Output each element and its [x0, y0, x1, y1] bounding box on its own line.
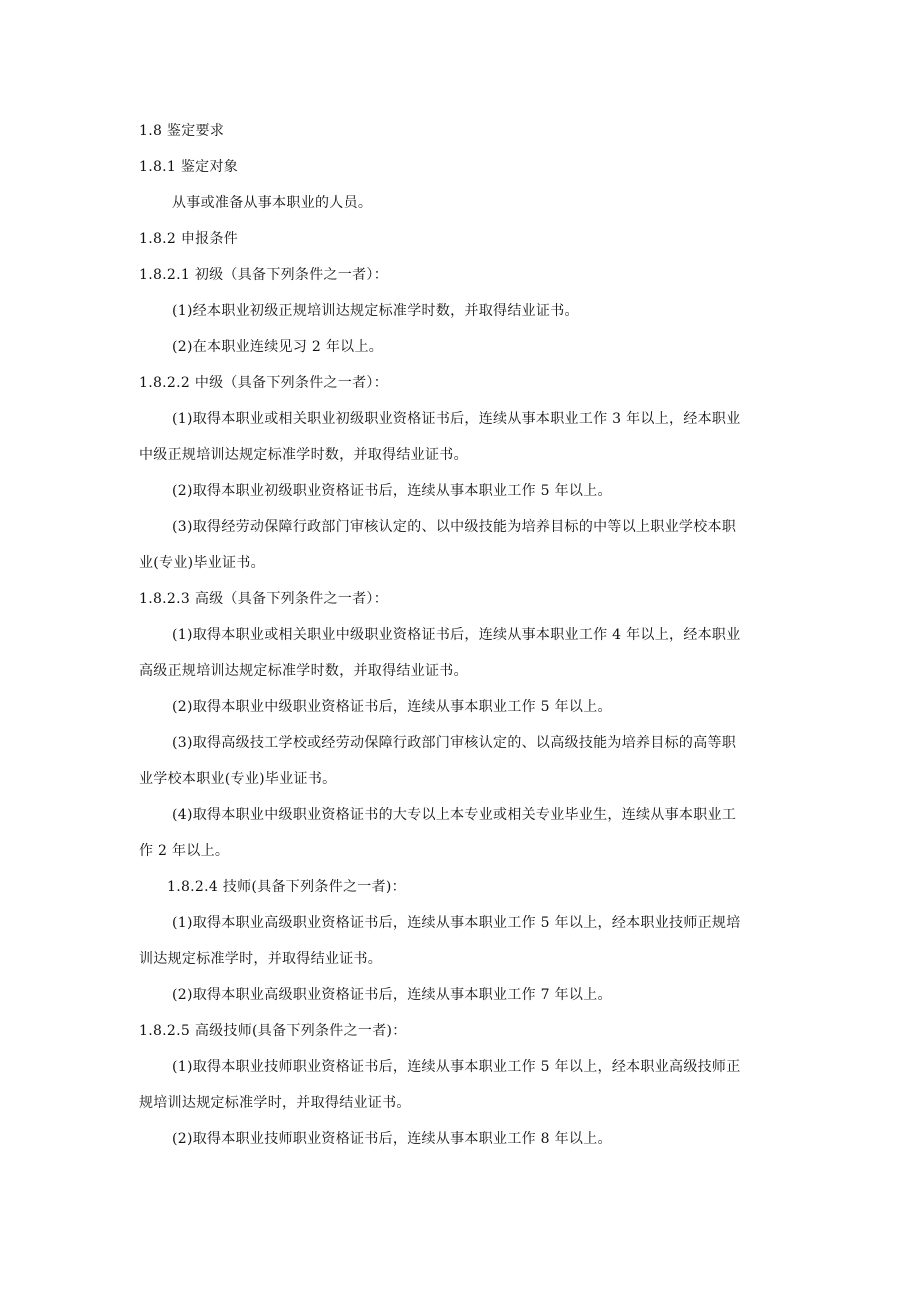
section-heading-1-8-1: 1.8.1 鉴定对象: [139, 159, 239, 175]
paragraph-line: 从事或准备从事本职业的人员。: [172, 195, 373, 211]
paragraph-line: 业学校本职业(专业)毕业证书。: [139, 771, 337, 787]
paragraph-line: 规培训达规定标准学时，并取得结业证书。: [139, 1095, 411, 1111]
paragraph-line: (2)取得本职业技师职业资格证书后，连续从事本职业工作 8 年以上。: [172, 1131, 612, 1147]
paragraph-line: (3)取得高级技工学校或经劳动保障行政部门审核认定的、以高级技能为培养目标的高等职: [172, 735, 737, 751]
paragraph-line: 训达规定标准学时，并取得结业证书。: [139, 951, 383, 967]
paragraph-line: 作 2 年以上。: [139, 843, 230, 859]
paragraph-line: (1)取得本职业技师职业资格证书后，连续从事本职业工作 5 年以上，经本职业高级技师正: [172, 1059, 741, 1075]
section-heading-1-8-2-2: 1.8.2.2 中级（具备下列条件之一者）：: [139, 375, 389, 391]
paragraph-line: (3)取得经劳动保障行政部门审核认定的、以中级技能为培养目标的中等以上职业学校本职: [172, 519, 737, 535]
paragraph-line: (1)取得本职业或相关职业中级职业资格证书后，连续从事本职业工作 4 年以上，经本职业: [172, 627, 741, 643]
section-heading-1-8-2-1: 1.8.2.1 初级（具备下列条件之一者）：: [139, 267, 389, 283]
section-heading-1-8: 1.8 鉴定要求: [139, 123, 225, 139]
paragraph-line: 业(专业)毕业证书。: [139, 555, 265, 571]
paragraph-line: (1)经本职业初级正规培训达规定标准学时数，并取得结业证书。: [172, 303, 579, 319]
section-heading-1-8-2-4: 1.8.2.4 技师(具备下列条件之一者)：: [167, 879, 406, 895]
paragraph-line: 中级正规培训达规定标准学时数，并取得结业证书。: [139, 447, 468, 463]
paragraph-line: (2)取得本职业高级职业资格证书后，连续从事本职业工作 7 年以上。: [172, 987, 612, 1003]
paragraph-line: 高级正规培训达规定标准学时数，并取得结业证书。: [139, 663, 468, 679]
section-heading-1-8-2: 1.8.2 申报条件: [139, 231, 239, 247]
paragraph-line: (1)取得本职业或相关职业初级职业资格证书后，连续从事本职业工作 3 年以上，经本职业: [172, 411, 741, 427]
section-heading-1-8-2-5: 1.8.2.5 高级技师(具备下列条件之一者)：: [139, 1023, 407, 1039]
paragraph-line: (4)取得本职业中级职业资格证书的大专以上本专业或相关专业毕业生，连续从事本职业工: [172, 807, 737, 823]
section-heading-1-8-2-3: 1.8.2.3 高级（具备下列条件之一者）：: [139, 591, 389, 607]
paragraph-line: (2)取得本职业初级职业资格证书后，连续从事本职业工作 5 年以上。: [172, 483, 612, 499]
paragraph-line: (1)取得本职业高级职业资格证书后，连续从事本职业工作 5 年以上，经本职业技师正规培: [172, 915, 741, 931]
paragraph-line: (2)取得本职业中级职业资格证书后，连续从事本职业工作 5 年以上。: [172, 699, 612, 715]
paragraph-line: (2)在本职业连续见习 2 年以上。: [172, 339, 384, 355]
